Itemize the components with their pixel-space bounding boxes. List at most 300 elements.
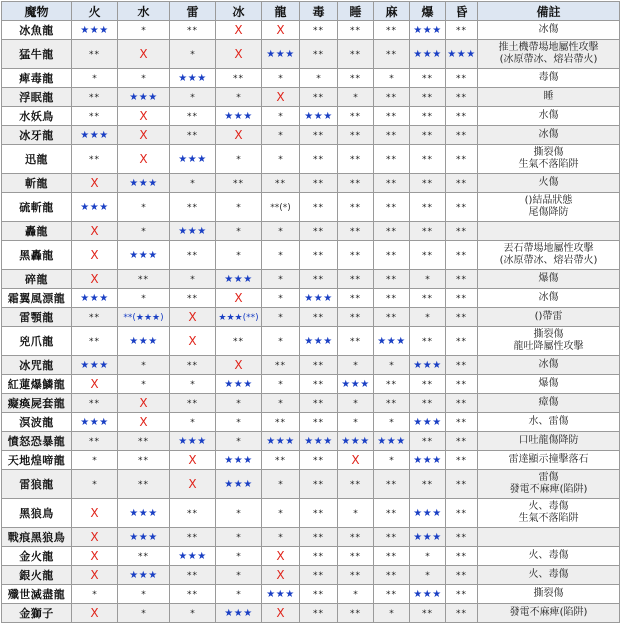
star-rating: * bbox=[236, 398, 241, 409]
weakness-cell bbox=[300, 327, 338, 356]
star-rating: ★★★ bbox=[224, 454, 253, 466]
star-rating: ** bbox=[456, 226, 467, 237]
star-rating: * bbox=[389, 608, 394, 619]
weakness-cell bbox=[118, 585, 170, 604]
remark-line: 水傷 bbox=[538, 110, 559, 121]
star-rating: ** bbox=[456, 398, 467, 409]
weakness-cell bbox=[338, 174, 374, 193]
weakness-cell bbox=[262, 566, 300, 585]
weakness-cell bbox=[300, 222, 338, 241]
weakness-cell bbox=[170, 40, 216, 69]
weakness-cell bbox=[410, 40, 446, 69]
remark-cell bbox=[478, 566, 620, 585]
column-header: 火 bbox=[72, 2, 118, 21]
weakness-cell bbox=[118, 222, 170, 241]
star-rating: ** bbox=[187, 508, 198, 519]
star-rating: ** bbox=[313, 608, 324, 619]
star-rating: * bbox=[316, 73, 321, 84]
immune-mark: X bbox=[90, 549, 99, 563]
weakness-cell bbox=[300, 174, 338, 193]
weakness-cell bbox=[216, 547, 262, 566]
weakness-cell bbox=[374, 21, 410, 40]
weakness-cell bbox=[216, 193, 262, 222]
star-rating: ** bbox=[187, 25, 198, 36]
monster-name: 戰痕黑狼鳥 bbox=[2, 528, 72, 547]
weakness-cell bbox=[374, 270, 410, 289]
weakness-cell bbox=[300, 356, 338, 375]
star-rating: ** bbox=[386, 111, 397, 122]
weakness-cell bbox=[170, 451, 216, 470]
weakness-cell bbox=[446, 222, 478, 241]
star-rating: ★★★ bbox=[129, 177, 158, 189]
weakness-cell bbox=[262, 451, 300, 470]
weakness-cell bbox=[300, 585, 338, 604]
star-rating: ** bbox=[313, 226, 324, 237]
monster-name: 兇爪龍 bbox=[2, 327, 72, 356]
weakness-cell bbox=[262, 174, 300, 193]
star-rating: ** bbox=[89, 312, 100, 323]
star-rating: * bbox=[190, 379, 195, 390]
weakness-cell bbox=[216, 356, 262, 375]
weakness-cell bbox=[338, 88, 374, 107]
weakness-cell bbox=[72, 107, 118, 126]
star-rating: ** bbox=[456, 360, 467, 371]
weakness-cell bbox=[216, 413, 262, 432]
weakness-cell bbox=[216, 222, 262, 241]
remark-cell bbox=[478, 308, 620, 327]
weakness-cell bbox=[72, 432, 118, 451]
star-rating: ** bbox=[422, 202, 433, 213]
star-rating: ★★★ bbox=[80, 292, 109, 304]
table-row bbox=[2, 451, 620, 470]
remark-line: 發電不麻痺(陷阱) bbox=[509, 484, 588, 495]
star-rating: ** bbox=[350, 312, 361, 323]
star-rating: * bbox=[278, 508, 283, 519]
star-rating: ** bbox=[422, 479, 433, 490]
star-rating: * bbox=[278, 379, 283, 390]
star-rating: ** bbox=[422, 336, 433, 347]
remark-line: 水、雷傷 bbox=[528, 416, 569, 427]
star-rating: * bbox=[236, 551, 241, 562]
weakness-cell bbox=[338, 451, 374, 470]
table-row bbox=[2, 289, 620, 308]
star-rating: ** bbox=[313, 508, 324, 519]
star-rating: ★★★ bbox=[129, 91, 158, 103]
immune-mark: X bbox=[276, 23, 285, 37]
star-rating: ** bbox=[350, 608, 361, 619]
weakness-cell bbox=[216, 604, 262, 623]
star-rating: * bbox=[141, 589, 146, 600]
weakness-cell bbox=[170, 126, 216, 145]
weakness-cell bbox=[410, 69, 446, 88]
star-rating: ** bbox=[313, 154, 324, 165]
remark-cell bbox=[478, 289, 620, 308]
weakness-cell bbox=[374, 356, 410, 375]
monster-name: 猛牛龍 bbox=[2, 40, 72, 69]
star-rating: ** bbox=[422, 178, 433, 189]
star-rating: ** bbox=[456, 274, 467, 285]
remark-cell bbox=[478, 270, 620, 289]
weakness-cell bbox=[410, 21, 446, 40]
remark-line: 冰傷 bbox=[538, 292, 559, 303]
star-rating: ** bbox=[313, 250, 324, 261]
weakness-cell bbox=[410, 327, 446, 356]
weakness-cell bbox=[446, 126, 478, 145]
weakness-cell bbox=[170, 222, 216, 241]
weakness-cell bbox=[410, 547, 446, 566]
star-rating: ** bbox=[350, 479, 361, 490]
monster-name: 癡瘓屍套龍 bbox=[2, 394, 72, 413]
remark-line: 口吐龍傷降防 bbox=[518, 435, 579, 446]
monster-name: 銀火龍 bbox=[2, 566, 72, 585]
star-rating: * bbox=[425, 274, 430, 285]
weakness-cell bbox=[300, 69, 338, 88]
star-rating: ** bbox=[313, 202, 324, 213]
star-rating: ** bbox=[187, 293, 198, 304]
table-row bbox=[2, 222, 620, 241]
star-rating: ★★★ bbox=[129, 335, 158, 347]
weakness-cell bbox=[118, 394, 170, 413]
weakness-cell bbox=[262, 470, 300, 499]
remark-line: 丟石帶場地屬性攻擊 bbox=[503, 243, 594, 254]
table-row bbox=[2, 88, 620, 107]
weakness-cell bbox=[446, 375, 478, 394]
monster-name: 霜翼風漂龍 bbox=[2, 289, 72, 308]
weakness-cell bbox=[410, 604, 446, 623]
star-rating: ** bbox=[313, 178, 324, 189]
star-rating: * bbox=[278, 293, 283, 304]
star-rating: ** bbox=[422, 608, 433, 619]
star-rating: ★★★ bbox=[224, 478, 253, 490]
weakness-cell bbox=[300, 566, 338, 585]
weakness-cell bbox=[374, 547, 410, 566]
weakness-cell bbox=[170, 270, 216, 289]
weakness-cell bbox=[118, 21, 170, 40]
weakness-cell bbox=[374, 375, 410, 394]
star-rating: ** bbox=[350, 202, 361, 213]
weakness-cell bbox=[410, 270, 446, 289]
remark-line: 生氣不落陷阱 bbox=[518, 513, 579, 524]
star-rating: * bbox=[236, 508, 241, 519]
weakness-cell bbox=[374, 308, 410, 327]
star-rating: ★★★ bbox=[413, 359, 442, 371]
star-rating: ** bbox=[386, 92, 397, 103]
immune-mark: X bbox=[90, 506, 99, 520]
weakness-cell bbox=[118, 528, 170, 547]
star-rating: ** bbox=[386, 178, 397, 189]
immune-mark: X bbox=[188, 310, 197, 324]
weakness-cell bbox=[446, 289, 478, 308]
weakness-cell bbox=[446, 21, 478, 40]
weakness-cell bbox=[446, 413, 478, 432]
weakness-cell bbox=[118, 193, 170, 222]
star-rating: ★★★ bbox=[413, 531, 442, 543]
weakness-cell bbox=[300, 308, 338, 327]
star-rating: ** bbox=[313, 92, 324, 103]
weakness-cell bbox=[72, 270, 118, 289]
column-header: 爆 bbox=[410, 2, 446, 21]
star-rating: ★★★ bbox=[413, 507, 442, 519]
remark-cell bbox=[478, 528, 620, 547]
weakness-cell bbox=[170, 394, 216, 413]
weakness-cell bbox=[118, 470, 170, 499]
weakness-cell bbox=[262, 499, 300, 528]
weakness-cell bbox=[446, 145, 478, 174]
weakness-cell bbox=[300, 451, 338, 470]
weakness-cell bbox=[300, 394, 338, 413]
table-row bbox=[2, 270, 620, 289]
table-row bbox=[2, 174, 620, 193]
weakness-cell bbox=[72, 21, 118, 40]
star-rating: * bbox=[236, 436, 241, 447]
column-header: 毒 bbox=[300, 2, 338, 21]
weakness-cell bbox=[216, 308, 262, 327]
weakness-cell bbox=[262, 547, 300, 566]
monster-name: 痺毒龍 bbox=[2, 69, 72, 88]
star-rating: ** bbox=[89, 92, 100, 103]
star-rating: ** bbox=[456, 379, 467, 390]
star-rating: ** bbox=[275, 178, 286, 189]
weakness-cell bbox=[216, 40, 262, 69]
star-rating: * bbox=[141, 608, 146, 619]
star-rating: ** bbox=[456, 570, 467, 581]
weakness-cell bbox=[216, 21, 262, 40]
weakness-cell bbox=[300, 432, 338, 451]
star-rating: ** bbox=[313, 532, 324, 543]
star-rating: ★★★ bbox=[224, 378, 253, 390]
star-rating: ** bbox=[456, 25, 467, 36]
star-rating: ** bbox=[313, 49, 324, 60]
star-rating: ★★★(**) bbox=[218, 312, 259, 323]
remark-line: 爆傷 bbox=[538, 378, 559, 389]
weakness-cell bbox=[72, 222, 118, 241]
star-rating: ** bbox=[313, 398, 324, 409]
column-header: 龍 bbox=[262, 2, 300, 21]
weakness-cell bbox=[338, 145, 374, 174]
star-rating: * bbox=[353, 417, 358, 428]
immune-mark: X bbox=[90, 224, 99, 238]
star-rating: ** bbox=[275, 417, 286, 428]
table-row bbox=[2, 241, 620, 270]
weakness-cell bbox=[72, 528, 118, 547]
star-rating: ** bbox=[89, 336, 100, 347]
star-rating: ** bbox=[456, 417, 467, 428]
star-rating: ** bbox=[350, 532, 361, 543]
weakness-cell bbox=[300, 21, 338, 40]
star-rating: * bbox=[425, 551, 430, 562]
weakness-cell bbox=[262, 88, 300, 107]
weakness-cell bbox=[262, 356, 300, 375]
remark-cell bbox=[478, 174, 620, 193]
weakness-cell bbox=[72, 126, 118, 145]
weakness-cell bbox=[262, 585, 300, 604]
weakness-cell bbox=[338, 585, 374, 604]
star-rating: ** bbox=[350, 130, 361, 141]
weakness-cell bbox=[300, 88, 338, 107]
table-row bbox=[2, 499, 620, 528]
remark-line: 發電不麻痺(陷阱) bbox=[509, 607, 588, 618]
star-rating: * bbox=[278, 154, 283, 165]
star-rating: * bbox=[236, 226, 241, 237]
star-rating: * bbox=[236, 92, 241, 103]
weakness-cell bbox=[410, 107, 446, 126]
weakness-cell bbox=[262, 413, 300, 432]
remark-line: 撕裂傷 bbox=[533, 147, 564, 158]
star-rating: ★★★ bbox=[413, 454, 442, 466]
weakness-cell bbox=[118, 604, 170, 623]
star-rating: * bbox=[92, 589, 97, 600]
star-rating: ★★★ bbox=[178, 435, 207, 447]
weakness-cell bbox=[446, 174, 478, 193]
monster-name: 雷狼龍 bbox=[2, 470, 72, 499]
weakness-cell bbox=[374, 289, 410, 308]
monster-name: 憤怒恐暴龍 bbox=[2, 432, 72, 451]
monster-name: 殲世滅盡龍 bbox=[2, 585, 72, 604]
weakness-cell bbox=[216, 375, 262, 394]
star-rating: * bbox=[236, 202, 241, 213]
table-row bbox=[2, 21, 620, 40]
star-rating: ** bbox=[313, 417, 324, 428]
star-rating: ** bbox=[456, 250, 467, 261]
remark-cell bbox=[478, 547, 620, 566]
star-rating: ** bbox=[456, 336, 467, 347]
weakness-cell bbox=[374, 107, 410, 126]
weakness-cell bbox=[338, 40, 374, 69]
weakness-cell bbox=[216, 174, 262, 193]
weakness-cell bbox=[216, 145, 262, 174]
table-row bbox=[2, 126, 620, 145]
weakness-cell bbox=[118, 308, 170, 327]
remark-cell bbox=[478, 241, 620, 270]
star-rating: ★★★ bbox=[304, 292, 333, 304]
weakness-cell bbox=[446, 241, 478, 270]
monster-name: 金獅子 bbox=[2, 604, 72, 623]
star-rating: ** bbox=[386, 479, 397, 490]
weakness-cell bbox=[374, 499, 410, 528]
star-rating: ** bbox=[233, 336, 244, 347]
weakness-cell bbox=[262, 432, 300, 451]
star-rating: * bbox=[92, 455, 97, 466]
star-rating: * bbox=[190, 417, 195, 428]
remark-line: 火、毒傷 bbox=[528, 569, 569, 580]
weakness-cell bbox=[118, 174, 170, 193]
star-rating: ** bbox=[313, 274, 324, 285]
weakness-cell bbox=[338, 107, 374, 126]
weakness-cell bbox=[170, 566, 216, 585]
star-rating: ** bbox=[456, 178, 467, 189]
weakness-cell bbox=[118, 40, 170, 69]
header-row bbox=[2, 2, 620, 21]
star-rating: ★★★ bbox=[304, 435, 333, 447]
column-header: 魔物 bbox=[2, 2, 72, 21]
weakness-cell bbox=[262, 289, 300, 308]
remark-cell bbox=[478, 145, 620, 174]
table-row bbox=[2, 394, 620, 413]
star-rating: ** bbox=[275, 455, 286, 466]
remark-line: 生氣不落陷阱 bbox=[518, 159, 579, 170]
star-rating: ** bbox=[313, 25, 324, 36]
remark-line: 雷達顯示撞擊落石 bbox=[508, 454, 589, 465]
star-rating: ** bbox=[89, 398, 100, 409]
immune-mark: X bbox=[276, 568, 285, 582]
table-row bbox=[2, 604, 620, 623]
weakness-cell bbox=[72, 174, 118, 193]
weakness-cell bbox=[262, 193, 300, 222]
immune-mark: X bbox=[234, 23, 243, 37]
star-rating: ** bbox=[422, 250, 433, 261]
weakness-cell bbox=[118, 126, 170, 145]
star-rating: ★★★ bbox=[224, 110, 253, 122]
weakness-cell bbox=[170, 547, 216, 566]
star-rating: * bbox=[278, 274, 283, 285]
star-rating: ** bbox=[187, 130, 198, 141]
weakness-cell bbox=[72, 145, 118, 174]
weakness-cell bbox=[338, 270, 374, 289]
remark-cell bbox=[478, 69, 620, 88]
star-rating: ** bbox=[187, 111, 198, 122]
weakness-cell bbox=[216, 499, 262, 528]
weakness-cell bbox=[72, 289, 118, 308]
star-rating: * bbox=[141, 25, 146, 36]
star-rating: ★★★ bbox=[304, 335, 333, 347]
star-rating: ** bbox=[350, 274, 361, 285]
weakness-cell bbox=[446, 327, 478, 356]
star-rating: ★★★ bbox=[80, 416, 109, 428]
star-rating: ** bbox=[456, 92, 467, 103]
remark-cell bbox=[478, 499, 620, 528]
remark-line: 撕裂傷 bbox=[533, 329, 564, 340]
weakness-cell bbox=[446, 566, 478, 585]
star-rating: ** bbox=[422, 154, 433, 165]
remark-cell bbox=[478, 585, 620, 604]
weakness-cell bbox=[262, 394, 300, 413]
star-rating: * bbox=[278, 226, 283, 237]
weakness-cell bbox=[300, 470, 338, 499]
star-rating: ★★★ bbox=[129, 569, 158, 581]
weakness-cell bbox=[446, 451, 478, 470]
weakness-cell bbox=[446, 270, 478, 289]
monster-name: 黑狼鳥 bbox=[2, 499, 72, 528]
weakness-cell bbox=[262, 145, 300, 174]
star-rating: ★★★ bbox=[413, 24, 442, 36]
immune-mark: X bbox=[276, 549, 285, 563]
weakness-cell bbox=[410, 174, 446, 193]
star-rating: ★★★ bbox=[266, 48, 295, 60]
star-rating: ** bbox=[313, 312, 324, 323]
weakness-cell bbox=[72, 470, 118, 499]
monster-name: 轟龍 bbox=[2, 222, 72, 241]
weakness-cell bbox=[216, 69, 262, 88]
weakness-cell bbox=[262, 40, 300, 69]
column-header: 備註 bbox=[478, 2, 620, 21]
star-rating: ★★★ bbox=[377, 335, 406, 347]
weakness-cell bbox=[170, 193, 216, 222]
weakness-cell bbox=[374, 470, 410, 499]
weakness-cell bbox=[300, 193, 338, 222]
star-rating: ★★★ bbox=[413, 588, 442, 600]
star-rating: ** bbox=[313, 479, 324, 490]
star-rating: * bbox=[425, 312, 430, 323]
star-rating: ★★★ bbox=[80, 129, 109, 141]
remark-cell bbox=[478, 470, 620, 499]
table-row bbox=[2, 107, 620, 126]
remark-cell bbox=[478, 193, 620, 222]
weakness-cell bbox=[72, 547, 118, 566]
weakness-cell bbox=[446, 107, 478, 126]
star-rating: ** bbox=[456, 508, 467, 519]
star-rating: * bbox=[236, 570, 241, 581]
star-rating: ** bbox=[350, 293, 361, 304]
